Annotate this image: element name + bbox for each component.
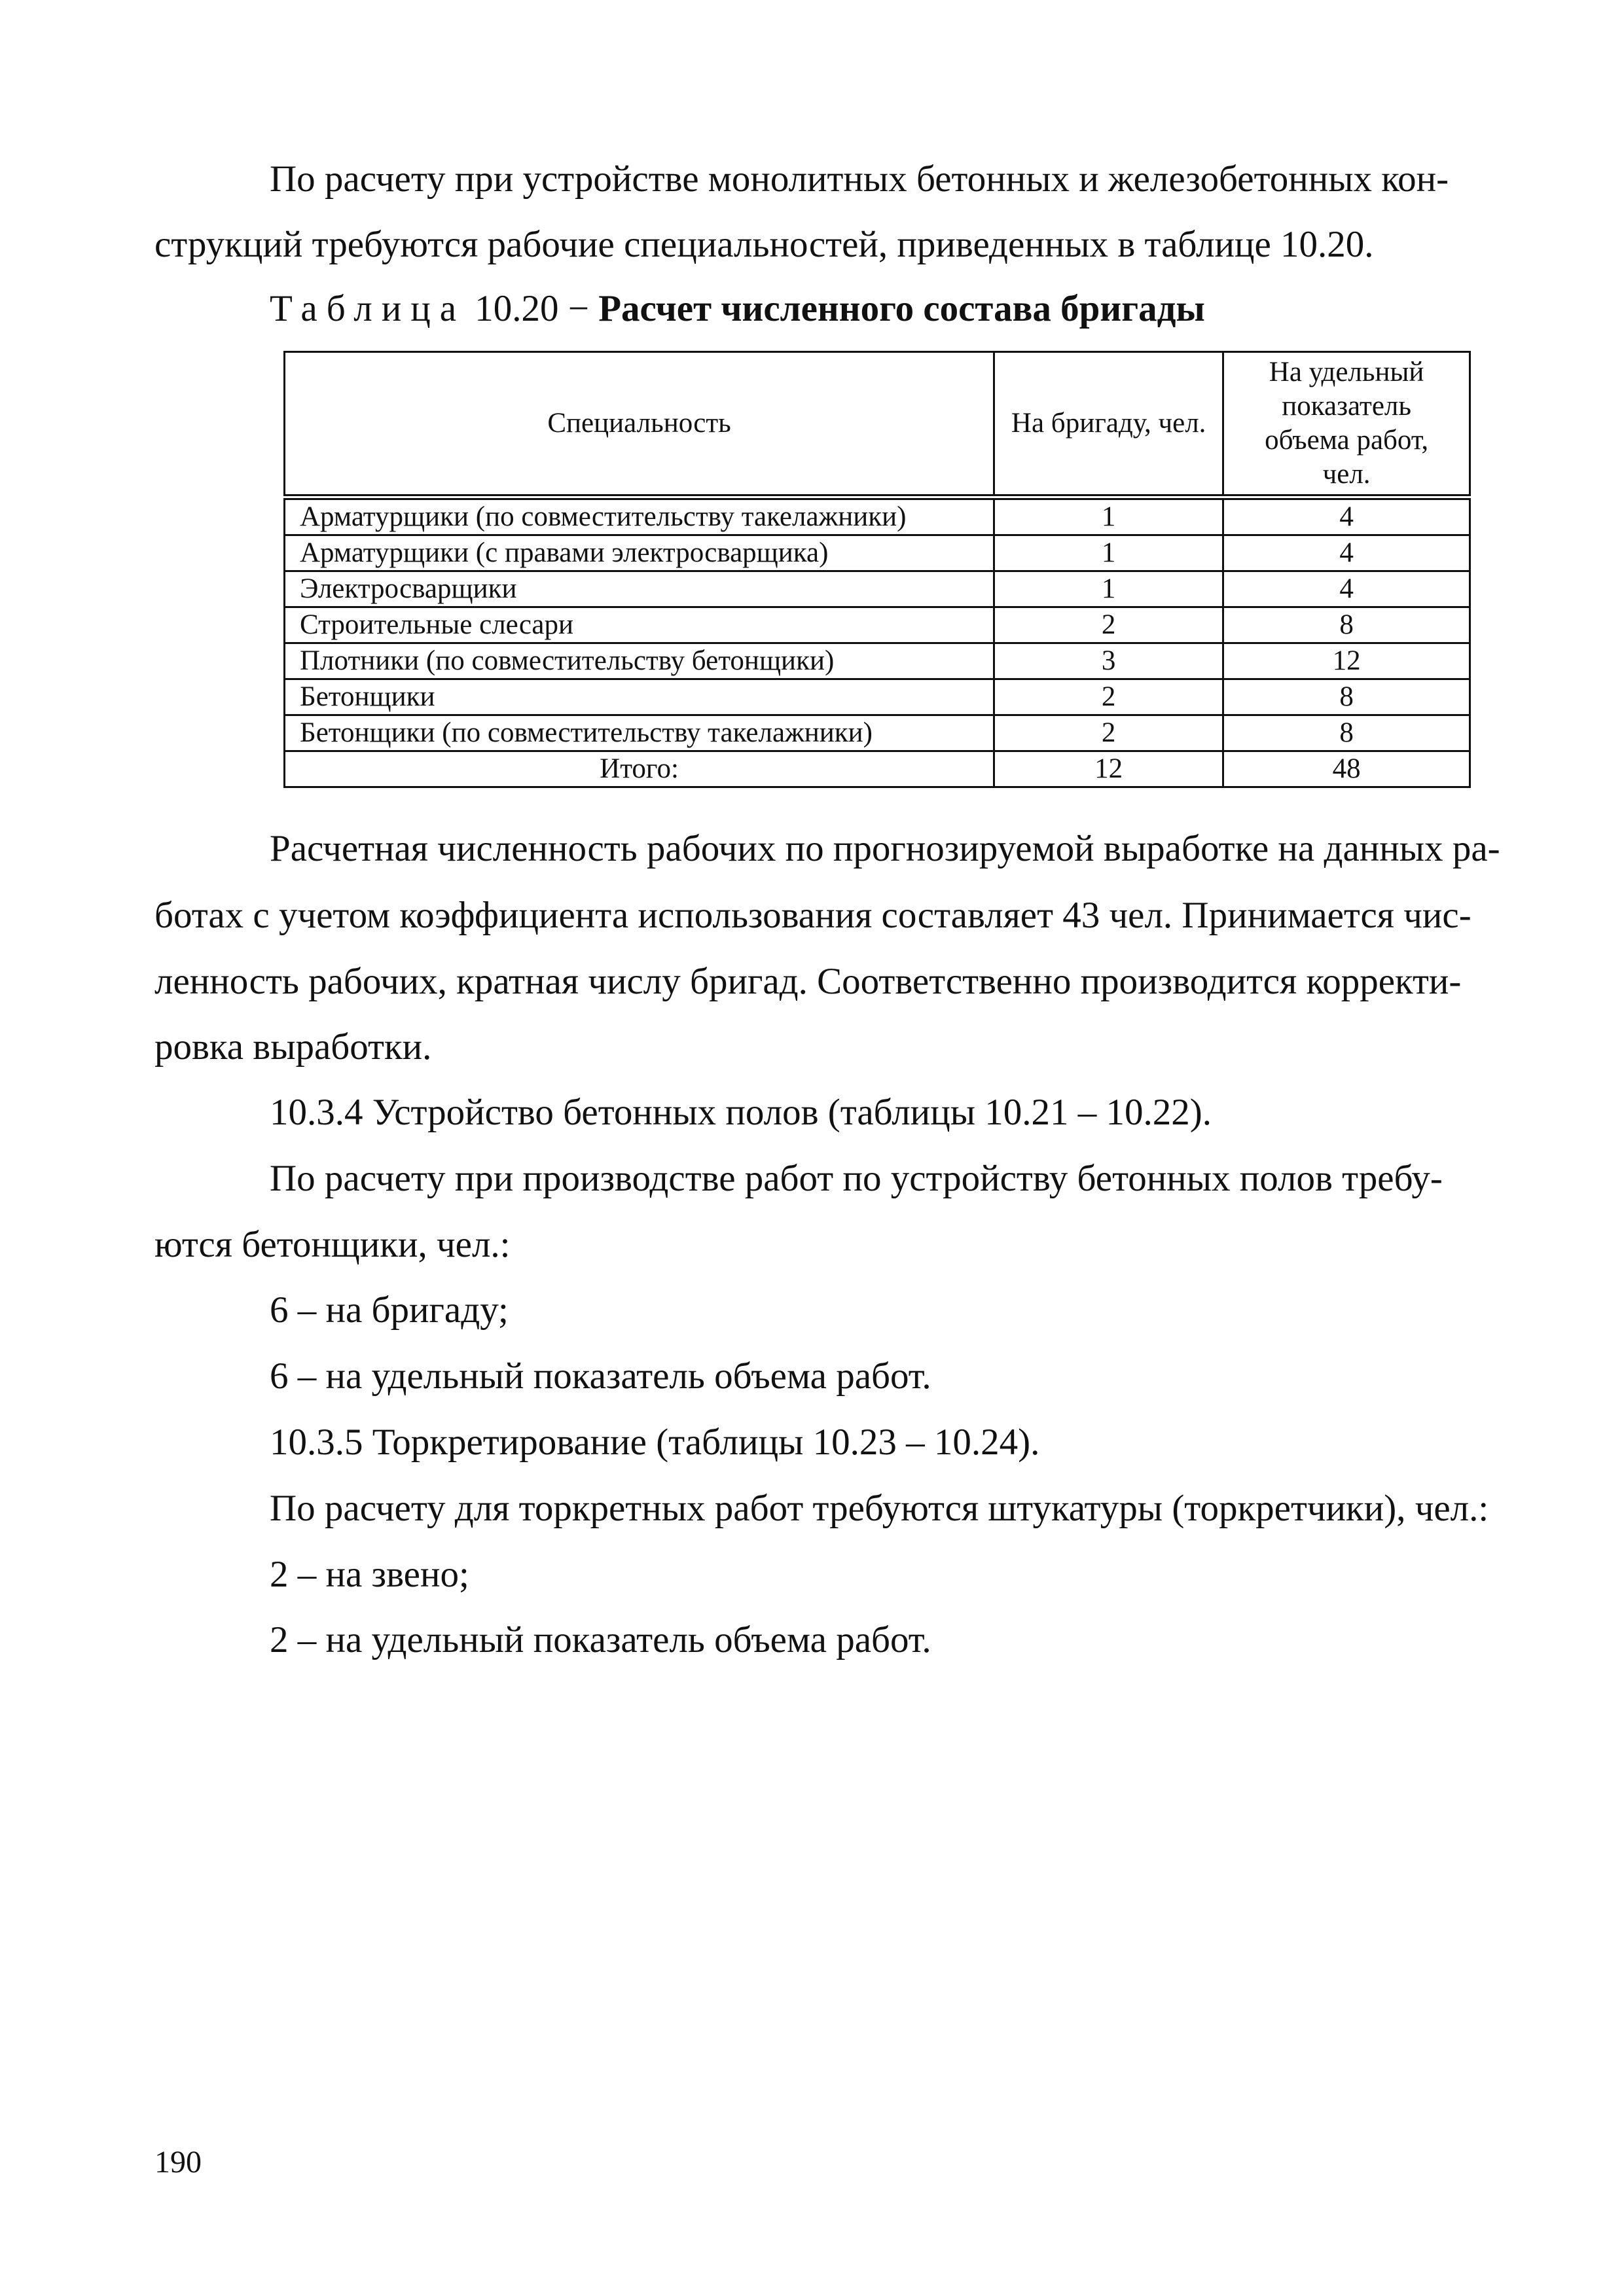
row-specific: 8 xyxy=(1223,679,1470,715)
paragraph-1-line-1: По расчету при устройстве монолитных бетонных и железобетонных кон- xyxy=(270,158,1449,200)
paragraph-1-line-2: струкций требуются рабочие специальностей, приведенных в таблице 10.20. xyxy=(154,224,1374,265)
table-header-row xyxy=(285,352,1470,497)
section-10-3-4: 10.3.4 Устройство бетонных полов (таблицы 10.21 – 10.22). xyxy=(270,1092,1212,1133)
row-specialty: Арматурщики (с правами электросварщика) xyxy=(285,535,994,571)
row-specialty: Электросварщики xyxy=(285,571,994,607)
paragraph-3-line-1: По расчету при производстве работ по устройству бетонных полов требу- xyxy=(270,1158,1443,1199)
table-row xyxy=(285,679,1470,715)
shotcrete-item: 2 – на удельный показатель объема работ. xyxy=(270,1619,931,1660)
row-brigade: 1 xyxy=(994,535,1223,571)
row-brigade: 3 xyxy=(994,643,1223,679)
row-brigade: 2 xyxy=(994,715,1223,751)
table-total-row xyxy=(285,751,1470,787)
total-brigade: 12 xyxy=(994,751,1223,787)
row-brigade: 1 xyxy=(994,497,1223,535)
section-10-3-5: 10.3.5 Торкретирование (таблицы 10.23 – 10.24). xyxy=(270,1422,1040,1463)
table-caption-label: Таблица xyxy=(270,288,466,329)
paragraph-2-line-1: Расчетная численность рабочих по прогнозируемой выработке на данных ра- xyxy=(270,828,1500,869)
shotcrete-item: 2 – на звено; xyxy=(270,1554,469,1595)
brigade-table xyxy=(283,351,1471,788)
row-specific: 4 xyxy=(1223,571,1470,607)
table-row xyxy=(285,643,1470,679)
paragraph-4: По расчету для торкретных работ требуются штукатуры (торкретчики), чел.: xyxy=(270,1488,1489,1529)
row-specialty: Плотники (по совместительству бетонщики) xyxy=(285,643,994,679)
total-specific: 48 xyxy=(1223,751,1470,787)
row-specific: 12 xyxy=(1223,643,1470,679)
paragraph-3-line-2: ются бетонщики, чел.: xyxy=(154,1224,511,1265)
table-row xyxy=(285,607,1470,643)
row-specialty: Бетонщики xyxy=(285,679,994,715)
paragraph-2-line-4: ровка выработки. xyxy=(154,1026,432,1067)
header-specialty: Специальность xyxy=(285,352,994,497)
row-specialty: Бетонщики (по совместительству такелажники) xyxy=(285,715,994,751)
row-brigade: 2 xyxy=(994,607,1223,643)
table-caption-number: 10.20 − xyxy=(475,288,589,329)
paragraph-2-line-3: ленность рабочих, кратная числу бригад. Соответственно производится корректи- xyxy=(154,961,1462,1002)
table-row xyxy=(285,571,1470,607)
row-brigade: 2 xyxy=(994,679,1223,715)
table-row xyxy=(285,535,1470,571)
floors-item: 6 – на удельный показатель объема работ. xyxy=(270,1355,931,1397)
table-row xyxy=(285,715,1470,751)
table-caption-title: Расчет численного состава бригады xyxy=(598,288,1205,329)
total-label: Итого: xyxy=(285,751,994,787)
paragraph-2-line-2: ботах с учетом коэффициента использования составляет 43 чел. Принимается чис- xyxy=(154,895,1471,936)
page-number: 190 xyxy=(154,2145,202,2179)
table-caption xyxy=(270,287,1205,331)
row-specific: 8 xyxy=(1223,607,1470,643)
row-specific: 4 xyxy=(1223,535,1470,571)
row-specialty: Строительные слесари xyxy=(285,607,994,643)
header-per-brigade: На бригаду, чел. xyxy=(994,352,1223,497)
floors-item: 6 – на бригаду; xyxy=(270,1289,509,1331)
row-specific: 4 xyxy=(1223,497,1470,535)
row-brigade: 1 xyxy=(994,571,1223,607)
row-specific: 8 xyxy=(1223,715,1470,751)
row-specialty: Арматурщики (по совместительству такелажники) xyxy=(285,497,994,535)
header-per-specific: На удельный показатель объема работ, чел. xyxy=(1223,352,1470,497)
table-row xyxy=(285,497,1470,535)
